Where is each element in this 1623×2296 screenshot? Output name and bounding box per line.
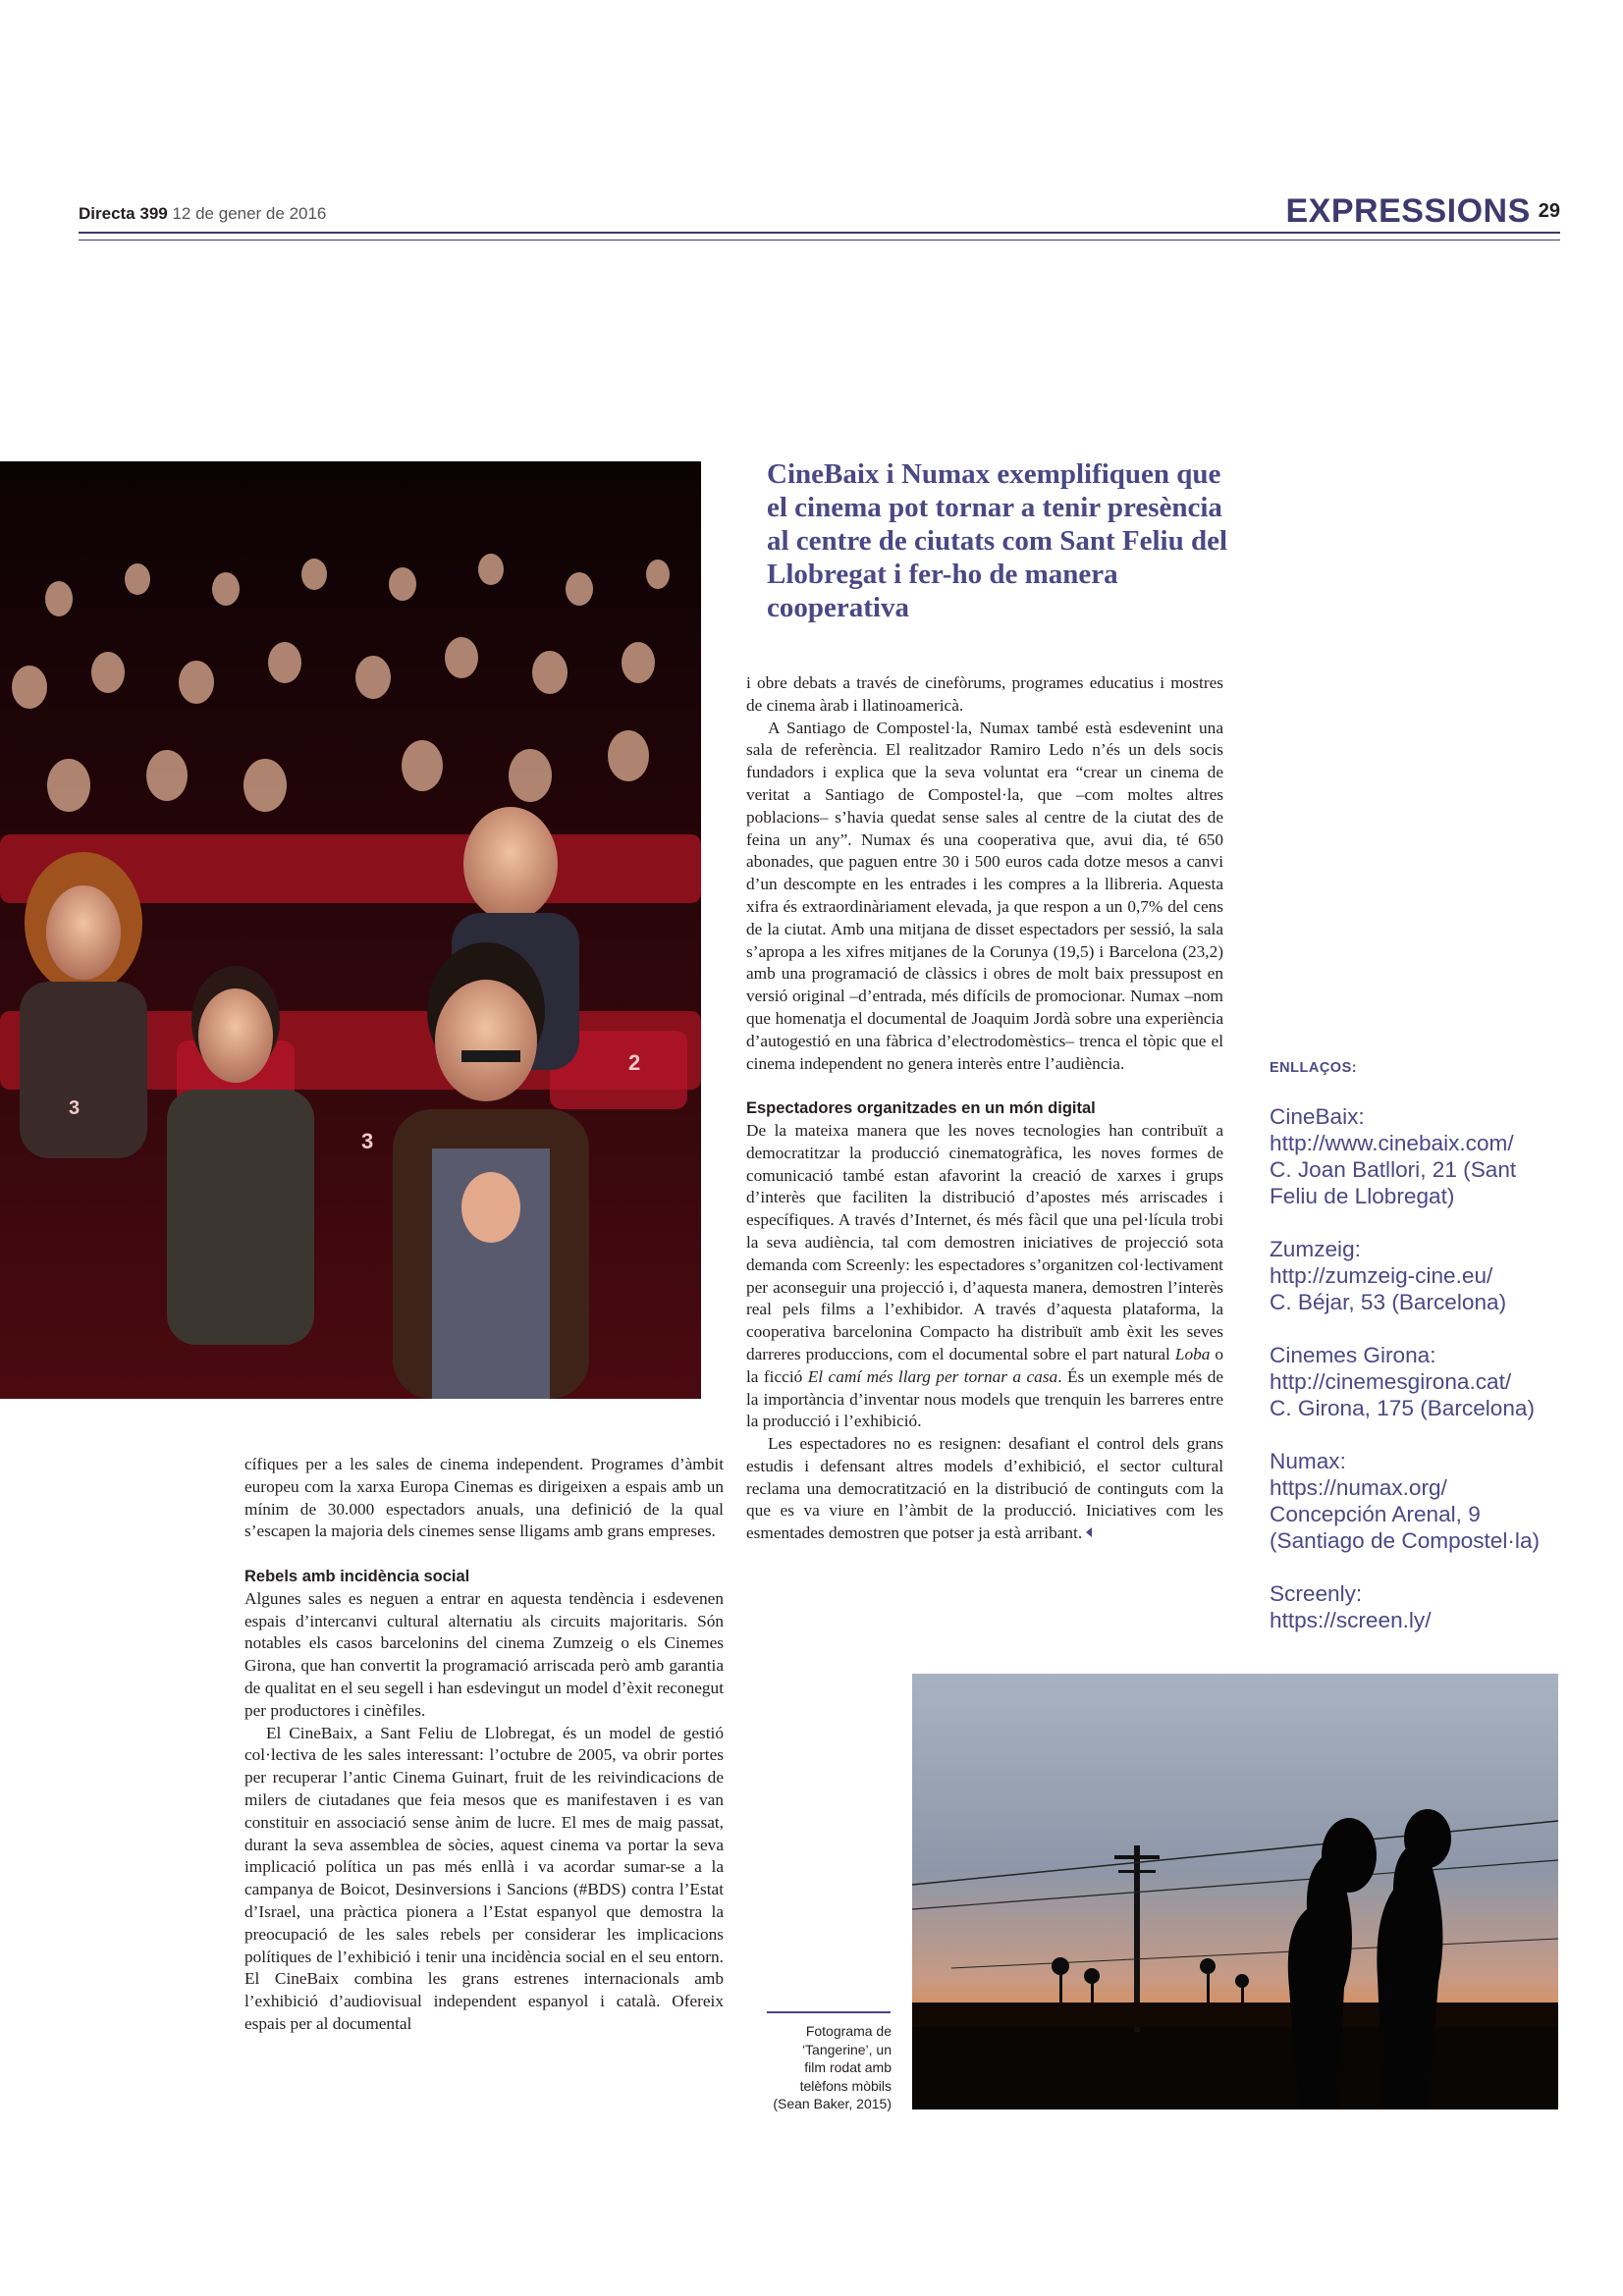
article-column-middle <box>746 672 1223 1545</box>
section-title: EXPRESSIONS <box>1285 192 1531 230</box>
paragraph-text: De la mateixa manera que les noves tecnologies han contribuït a democratitzar la producció cinematogràfica, les noves formes de comunicació també estan afavorint la creació de xarxes i grups d’interès que faciliten la distribució d’apostes més arriscades i específiques. A través d’Internet, és més fàcil que una pel·lícula trobi la seva audiència, tal com demostren iniciatives de projecció sota demanda com Screenly: les espectadores s’organitzen col·lectivament per aconseguir una projecció i, d’aquesta manera, demostren l’interès real pels films a l’exhibidor. A través d’aquesta plataforma, la cooperativa barcelonina Compacto ha distribuït amb èxit les seves darreres produccions, com el documental sobre el part natural <box>746 1120 1223 1363</box>
link-name: CineBaix: <box>1270 1104 1365 1129</box>
link-name: Screenly: <box>1270 1581 1363 1606</box>
link-group-zumzeig <box>1270 1236 1564 1315</box>
links-title: ENLLAÇOS: <box>1270 1060 1358 1076</box>
publication-name: Directa 399 <box>79 204 168 223</box>
paragraph <box>746 1120 1223 1433</box>
end-of-article-icon <box>1086 1527 1092 1537</box>
link-group-numax <box>1270 1448 1564 1554</box>
photo-caption <box>756 2022 892 2113</box>
subheading: Rebels amb incidència social <box>244 1567 470 1585</box>
link-name: Numax: <box>1270 1449 1346 1473</box>
link-address: (Santiago de Compostel·la) <box>1270 1528 1541 1553</box>
tangerine-film-still <box>912 1674 1558 2109</box>
paragraph-text: . És un exemple més de la importància d’inventar nous models que trenquin les barreres entre la producció i l’exhibició. <box>746 1366 1224 1431</box>
svg-text:3: 3 <box>361 1129 374 1153</box>
film-title: El camí més llarg per tornar a casa <box>807 1366 1058 1386</box>
links-sidebar <box>1270 1060 1564 1660</box>
paragraph: cífiques per a les sales de cinema independent. Programes d’àmbit europeu com la xarxa Europa Cinemas es dirigeixen a espais amb un mínim de 30.000 espectadors anuals, una definició de la qual s’escapen la majoria dels cinemes sense lligams amb grans empreses. <box>244 1455 724 1541</box>
link-name: Cinemes Girona: <box>1270 1343 1436 1367</box>
page-header-left <box>79 204 326 224</box>
caption-line: ‘Tangerine’, un <box>801 2041 892 2057</box>
link-url[interactable]: https://numax.org/ <box>1270 1475 1447 1500</box>
link-address: Concepción Arenal, 9 <box>1270 1502 1481 1526</box>
subheading: Espectadores organitzades en un món digital <box>746 1099 1096 1118</box>
link-url[interactable]: https://screen.ly/ <box>1270 1608 1432 1632</box>
film-title: Loba <box>1174 1344 1211 1363</box>
paragraph: Algunes sales es neguen a entrar en aquesta tendència i esdevenen espais d’intercanvi cultural alternatiu als circuits majoritaris. Són notables els casos barcelonins del cinema Zumzeig o els Cinemes Girona, que han convertit la programació arriscada però amb garantia de qualitat en el seu segell i han esdevingut un model d’èxit reconegut per productores i cinèfiles. <box>244 1588 724 1720</box>
paragraph: A Santiago de Compostel·la, Numax també està esdevenint una sala de referència. El realitzador Ramiro Ledo n’és un dels socis fundadors i explica que la seva voluntat era “crear un cinema de veritat a Santiago de Compostel·la, que –com moltes altres poblacions– s’havia quedat sense sales al centre de la ciutat des de feina un any”. Numax és una cooperativa que, avui dia, té 650 abonades, que paguen entre 30 i 500 euros cada dotze mesos a canvi d’un descompte en les entrades i les compres a la llibreria. Aquesta xifra és extraordinàriament elevada, ja que respon a un 0,7% del cens de la ciutat. Amb una mitjana de disset espectadors per sessió, la sala s’apropa a les xifres mitjanes de la Corunya (19,5) i Barcelona (23,2) amb una programació de clàssics i obres de molt baix pressupost en versió original –d’entrada, més difícils de promocionar. Numax –nom que homenatja el documental de Joaquim Jordà sobre una experiència d’autogestió en una fàbrica d’electrodomèstics– trenca el tòpic que el cinema independent no genera interès entre l’audiència. <box>746 718 1223 1073</box>
sunset-silhouette-illustration <box>912 1674 1558 2109</box>
link-address: Feliu de Llobregat) <box>1270 1184 1455 1208</box>
issue-date: 12 de gener de 2016 <box>172 204 327 223</box>
paragraph-text: o la ficció <box>746 1344 1223 1386</box>
pull-quote: CineBaix i Numax exemplifiquen que el cinema pot tornar a tenir presència al centre de ciutats com Sant Feliu del Llobregat i fer-ho de manera cooperativa <box>767 458 1228 623</box>
paragraph: El CineBaix, a Sant Feliu de Llobregat, és un model de gestió col·lectiva de les sales interessant: l’octubre de 2005, va obrir portes per recuperar l’antic Cinema Guinart, fruit de les reivindicacions de milers de ciutadanes que feia mesos que es manifestaven i es van constituir en associació sense ànim de lucre. El mes de maig passat, durant la seva assemblea de sòcies, aquest cinema va portar la seva implicació política un pas més enllà i va acordar sumar-se a la campanya de Boicot, Desinversions i Sancions (#BDS) contra l’Estat d’Israel, una pràctica pionera a l’Estat espanyol que demostra la preocupació de les sales rebels per considerar les implicacions polítiques de l’exhibició i tenir una incidència social en el seu entorn. El CineBaix combina les grans estrenes internacionals amb l’exhibició d’audiovisual independent espanyol i català. Ofereix espais per al documental <box>244 1723 724 2033</box>
caption-line: Fotograma de <box>805 2023 892 2039</box>
caption-line: telèfons mòbils <box>799 2077 892 2094</box>
caption-line: (Sean Baker, 2015) <box>773 2096 892 2111</box>
link-group-cinebaix <box>1270 1103 1564 1209</box>
svg-text:2: 2 <box>628 1050 641 1075</box>
article-column-left <box>244 1454 724 2036</box>
link-url[interactable]: http://zumzeig-cine.eu/ <box>1270 1263 1493 1288</box>
link-address: C. Béjar, 53 (Barcelona) <box>1270 1290 1507 1314</box>
cinema-audience-photo <box>0 461 701 1399</box>
caption-line: film rodat amb <box>804 2059 892 2075</box>
page-number: 29 <box>1538 200 1560 222</box>
link-url[interactable]: http://cinemesgirona.cat/ <box>1270 1369 1512 1394</box>
caption-rule <box>767 2011 891 2013</box>
link-address: C. Girona, 175 (Barcelona) <box>1270 1396 1535 1420</box>
header-rule <box>79 232 1560 234</box>
link-address: C. Joan Batllori, 21 (Sant <box>1270 1157 1517 1182</box>
svg-text:3: 3 <box>69 1097 81 1119</box>
paragraph: i obre debats a través de cinefòrums, programes educatius i mostres de cinema àrab i llatinoamericà. <box>746 673 1223 715</box>
link-group-cinemes-girona <box>1270 1342 1564 1421</box>
link-group-screenly <box>1270 1580 1564 1633</box>
cinema-audience-illustration <box>0 461 701 1399</box>
page-header-right <box>1286 192 1561 231</box>
link-name: Zumzeig: <box>1270 1237 1361 1261</box>
link-url[interactable]: http://www.cinebaix.com/ <box>1270 1131 1514 1155</box>
paragraph <box>746 1433 1223 1545</box>
paragraph-text: Les espectadores no es resignen: desafiant el control dels grans estudis i defensant altres models d’exhibició, el sector cultural reclama una democratització en la distribució de continguts com la que es va viure en l’àmbit de la producció. Iniciatives com les esmentades demostren que potser ja està arribant. <box>746 1434 1223 1543</box>
